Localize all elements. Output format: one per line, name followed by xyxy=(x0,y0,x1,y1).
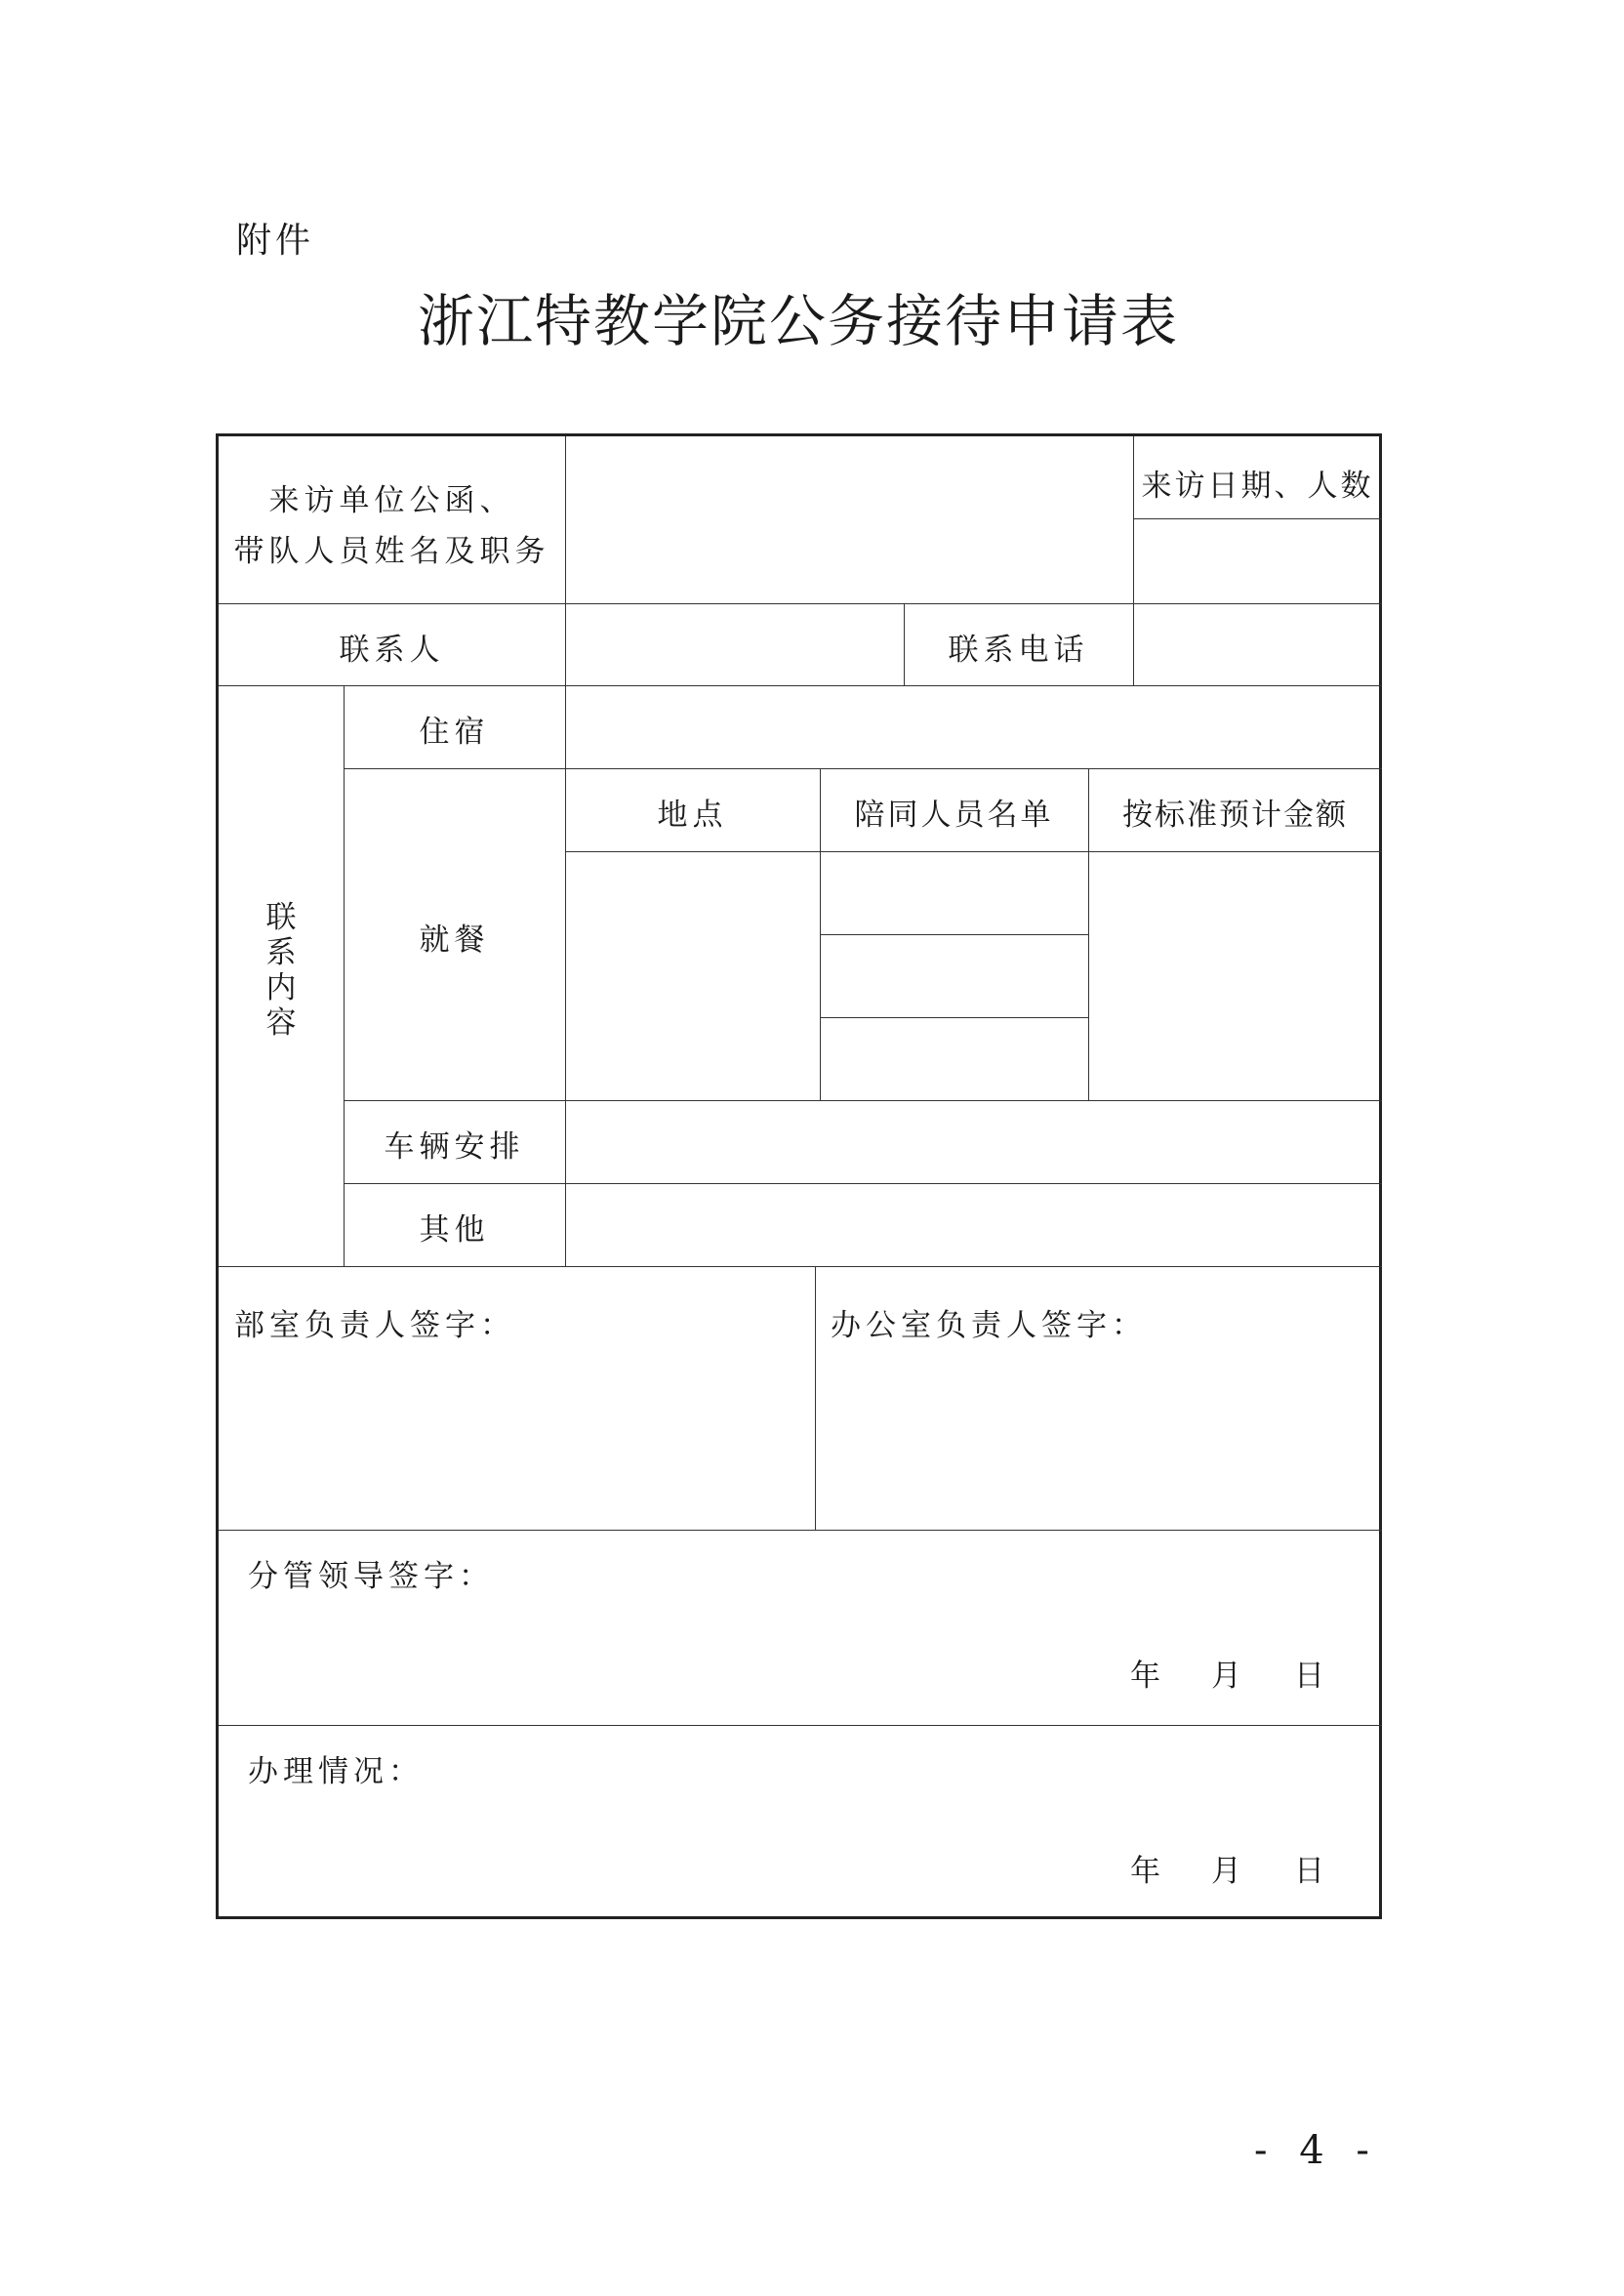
dining-header-divider xyxy=(565,851,1382,852)
accommodation-label: 住宿 xyxy=(419,715,490,750)
col-divider-content xyxy=(344,685,345,1266)
visitor-unit-label-line2: 带队人员姓名及职务 xyxy=(233,534,550,569)
page-number: - 4 - xyxy=(1254,2128,1379,2173)
visitor-unit-label-line1: 来访单位公函、 xyxy=(268,483,515,518)
handling-year-label: 年 xyxy=(1130,1854,1165,1889)
contact-phone-label: 联系电话 xyxy=(948,633,1089,668)
other-label: 其他 xyxy=(419,1212,490,1248)
row-divider-2 xyxy=(219,685,1382,686)
handling-month-label: 月 xyxy=(1211,1854,1246,1889)
companion-list-label: 陪同人员名单 xyxy=(854,798,1054,833)
handling-label: 办理情况： xyxy=(248,1754,424,1789)
leader-day-label: 日 xyxy=(1294,1659,1329,1694)
handling-day-label: 日 xyxy=(1294,1854,1329,1889)
row-divider-5 xyxy=(219,1725,1382,1726)
visit-date-count-label: 来访日期、人数 xyxy=(1141,469,1374,504)
sub-divider-3 xyxy=(344,1183,1382,1184)
row-divider-3 xyxy=(219,1266,1382,1267)
attachment-label: 附件 xyxy=(236,221,315,261)
contact-content-label: 联系内容 xyxy=(265,900,297,1041)
contact-person-label: 联系人 xyxy=(339,633,445,668)
row-divider-4 xyxy=(219,1530,1382,1531)
row-divider-1 xyxy=(219,603,1382,604)
form-title xyxy=(0,275,1624,357)
companion-divider-1 xyxy=(820,934,1088,935)
office-head-sign-label: 办公室负责人签字： xyxy=(831,1308,1147,1343)
dept-head-sign-label: 部室负责人签字： xyxy=(234,1308,515,1343)
date-label-divider xyxy=(1133,518,1382,519)
sub-divider-1 xyxy=(344,768,1382,769)
location-label: 地点 xyxy=(657,798,728,833)
companion-divider-2 xyxy=(820,1017,1088,1018)
sub-divider-2 xyxy=(344,1100,1382,1101)
estimated-amount-label: 按标准预计金额 xyxy=(1122,798,1348,833)
leader-month-label: 月 xyxy=(1211,1659,1246,1694)
vehicle-label: 车辆安排 xyxy=(384,1129,525,1165)
reception-application-form xyxy=(216,433,1382,1919)
leader-year-label: 年 xyxy=(1130,1659,1165,1694)
leader-sign-label: 分管领导签字： xyxy=(248,1559,494,1594)
form-title-text: 浙江特教学院公务接待申请表 xyxy=(417,288,1179,354)
signature-col-divider xyxy=(815,1266,816,1530)
dining-label: 就餐 xyxy=(419,922,490,958)
